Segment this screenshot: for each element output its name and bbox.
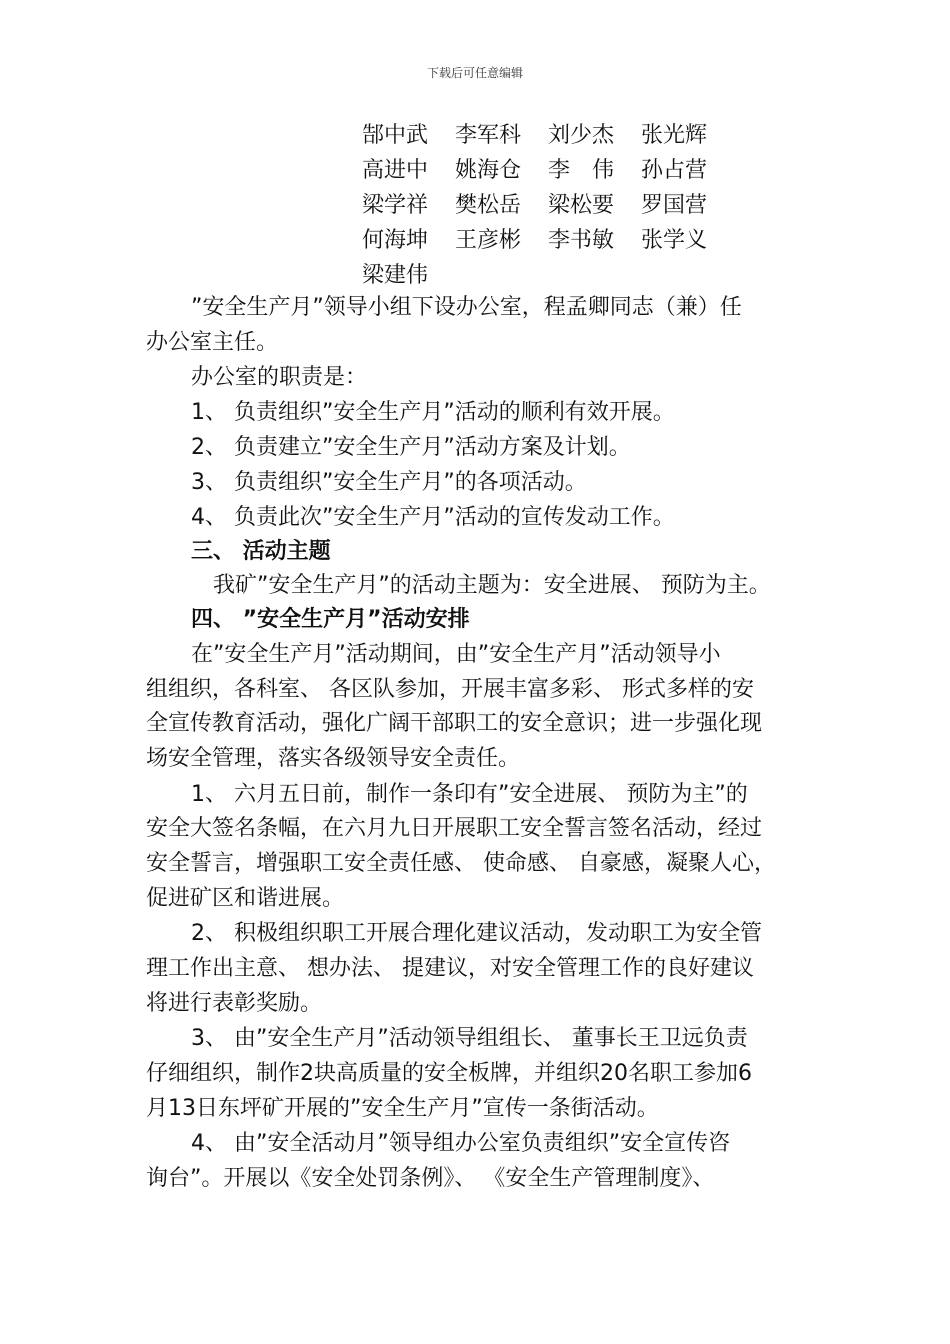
member-name: 李 伟	[548, 158, 615, 183]
body-line: 3、 由”安全生产月”活动领导组组长、 董事长王卫远负责	[191, 1026, 748, 1051]
member-name: 梁学祥	[362, 193, 429, 218]
body-line: 2、 积极组织职工开展合理化建议活动，发动职工为安全管	[191, 921, 762, 946]
list-item-3: 3、 负责组织”安全生产月”的各项活动。	[191, 470, 587, 495]
name-row	[362, 258, 734, 293]
body-line: 办公室主任。	[146, 330, 279, 355]
body-line: 1、 六月五日前，制作一条印有”安全进展、 预防为主”的	[191, 782, 748, 807]
member-name: 张学义	[641, 228, 708, 253]
member-name: 李书敏	[548, 228, 615, 253]
member-name: 何海坤	[362, 228, 429, 253]
body-line: 询台”。开展以《安全处罚条例》、 《安全生产管理制度》、	[146, 1166, 715, 1191]
body-line: 安全誓言，增强职工安全责任感、 使命感、 自豪感，凝聚人心，	[146, 851, 776, 876]
body-line: 理工作出主意、 想办法、 提建议，对安全管理工作的良好建议	[146, 956, 754, 981]
name-row	[362, 188, 734, 223]
member-name: 孙占营	[641, 158, 708, 183]
member-name: 郜中武	[362, 123, 429, 148]
member-name: 姚海仓	[455, 158, 522, 183]
member-name: 张光辉	[641, 123, 708, 148]
member-name: 罗国营	[641, 193, 708, 218]
member-name-list	[362, 118, 734, 293]
member-name: 李军科	[455, 123, 522, 148]
body-line: 场安全管理，落实各级领导安全责任。	[146, 746, 521, 771]
list-item-2: 2、 负责建立”安全生产月”活动方案及计划。	[191, 435, 631, 460]
page-header-note: 下载后可任意编辑	[426, 66, 523, 80]
member-name: 梁建伟	[362, 263, 429, 288]
member-name: 刘少杰	[548, 123, 615, 148]
body-line: 全宣传教育活动，强化广阔干部职工的安全意识；进一步强化现	[146, 711, 763, 736]
list-item-4: 4、 负责此次”安全生产月”活动的宣传发动工作。	[191, 505, 675, 530]
section-heading-arrangement: 四、 ”安全生产月”活动安排	[191, 607, 470, 632]
list-item-1: 1、 负责组织”安全生产月”活动的顺利有效开展。	[191, 400, 675, 425]
body-line: 月13日东坪矿开展的”安全生产月”宣传一条街活动。	[146, 1096, 659, 1121]
member-name: 樊松岳	[455, 193, 522, 218]
member-name: 梁松要	[548, 193, 615, 218]
body-line: 将进行表彰奖励。	[146, 991, 323, 1016]
body-line: 在”安全生产月”活动期间，由”安全生产月”活动领导小	[191, 642, 721, 667]
member-name: 王彦彬	[455, 228, 522, 253]
body-line: 我矿”安全生产月”的活动主题为：安全进展、 预防为主。	[213, 573, 771, 598]
body-line: 组组织，各科室、 各区队参加，开展丰富多彩、 形式多样的安	[146, 677, 754, 702]
body-line: 办公室的职责是：	[191, 365, 368, 390]
name-row	[362, 118, 734, 153]
body-line: 安全大签名条幅，在六月九日开展职工安全誓言签名活动，经过	[146, 816, 763, 841]
body-line: 4、 由”安全活动月”领导组办公室负责组织”安全宣传咨	[191, 1131, 731, 1156]
name-row	[362, 153, 734, 188]
body-line: 促进矿区和谐进展。	[146, 886, 345, 911]
body-line: ”安全生产月”领导小组下设办公室，程孟卿同志（兼）任	[191, 295, 742, 320]
section-heading-theme: 三、 活动主题	[191, 539, 331, 564]
member-name: 高进中	[362, 158, 429, 183]
name-row	[362, 223, 734, 258]
body-line: 仔细组织，制作2块高质量的安全板牌，并组织20名职工参加6	[146, 1061, 752, 1086]
